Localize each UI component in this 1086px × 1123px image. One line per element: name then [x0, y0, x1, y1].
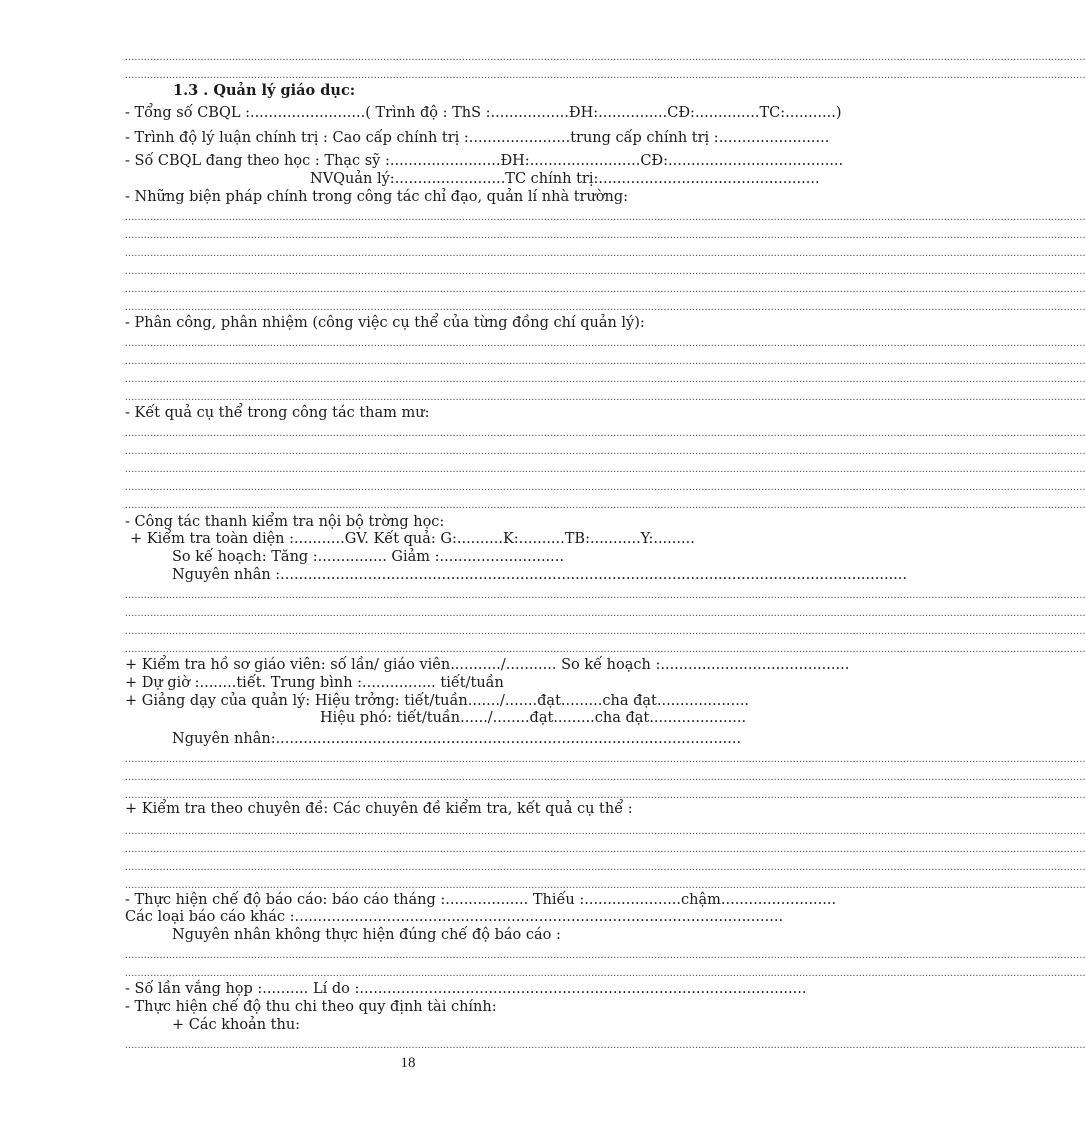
- page-number: 18: [400, 1055, 416, 1071]
- dotted-line: .................................................................................................................................................................................................................................................................................................................: [125, 607, 1086, 619]
- dotted-line: .................................................................................................................................................................................................................................................................................................................: [125, 51, 1086, 63]
- finance-income: + Các khoản thu:: [172, 1017, 301, 1033]
- section-title: 1.3 . Quản lý giáo dục:: [173, 82, 356, 99]
- dotted-line: .................................................................................................................................................................................................................................................................................................................: [125, 391, 1086, 403]
- dotted-line: .................................................................................................................................................................................................................................................................................................................: [125, 771, 1086, 783]
- cbql-measures: - Những biện pháp chính trong công tác chỉ đạo, quản lí nhà trường:: [125, 189, 629, 205]
- dotted-line: .................................................................................................................................................................................................................................................................................................................: [125, 211, 1086, 223]
- dotted-line: .................................................................................................................................................................................................................................................................................................................: [125, 825, 1086, 837]
- inspection-comprehensive: + Kiểm tra toàn diện :...........GV. Kết quả: G:..........K:..........TB:...........Y:.........: [130, 531, 695, 547]
- dotted-line: .................................................................................................................................................................................................................................................................................................................: [125, 265, 1086, 277]
- dotted-line: .................................................................................................................................................................................................................................................................................................................: [125, 373, 1086, 385]
- reporting-line-2: Các loại báo cáo khác :..........................................................................................................: [125, 909, 784, 925]
- dotted-line: .................................................................................................................................................................................................................................................................................................................: [125, 789, 1086, 801]
- dotted-line: .................................................................................................................................................................................................................................................................................................................: [125, 283, 1086, 295]
- inspection-mgmt-teaching: + Giảng dạy của quản lý: Hiệu trởng: tiết/tuần......./.......đạt.........cha đạt....................: [125, 693, 750, 709]
- inspection-reason-2: Nguyên nhân:.....................................................................................................: [172, 731, 742, 747]
- advisory-heading: - Kết quả cụ thể trong công tác tham mư:: [125, 405, 430, 421]
- assignment-heading: - Phân công, phân nhiệm (công việc cụ thể của từng đồng chí quản lý):: [125, 315, 645, 331]
- inspection-observation: + Dự giờ :........tiết. Trung bình :................ tiết/tuần: [125, 675, 504, 691]
- dotted-line: .................................................................................................................................................................................................................................................................................................................: [125, 355, 1086, 367]
- dotted-line: .................................................................................................................................................................................................................................................................................................................: [125, 247, 1086, 259]
- meetings: - Số lần vắng họp :.......... Lí do :.................................................................................................: [125, 981, 807, 997]
- dotted-line: .................................................................................................................................................................................................................................................................................................................: [125, 481, 1086, 493]
- dotted-line: .................................................................................................................................................................................................................................................................................................................: [125, 949, 1086, 961]
- dotted-line: .................................................................................................................................................................................................................................................................................................................: [125, 301, 1086, 313]
- dotted-line: .................................................................................................................................................................................................................................................................................................................: [125, 229, 1086, 241]
- dotted-line: .................................................................................................................................................................................................................................................................................................................: [125, 337, 1086, 349]
- dotted-line: .................................................................................................................................................................................................................................................................................................................: [125, 463, 1086, 475]
- dotted-line: .................................................................................................................................................................................................................................................................................................................: [125, 625, 1086, 637]
- reporting-line-1: - Thực hiện chế độ báo cáo: báo cáo tháng :.................. Thiếu :.....................chậm.........................: [125, 892, 837, 908]
- dotted-line: .................................................................................................................................................................................................................................................................................................................: [125, 879, 1086, 891]
- inspection-vice: Hiệu phó: tiết/tuần....../........đạt.........cha đạt.....................: [320, 710, 747, 726]
- cbql-studying: - Số CBQL đang theo học : Thạc sỹ :........................ĐH:........................CĐ:......................................: [125, 153, 844, 169]
- dotted-line: .................................................................................................................................................................................................................................................................................................................: [125, 445, 1086, 457]
- inspection-records: + Kiểm tra hồ sơ giáo viên: số lần/ giáo viên.........../........... So kế hoạch :.........................................: [125, 657, 850, 673]
- reporting-reason: Nguyên nhân không thực hiện đúng chế độ báo cáo :: [172, 927, 561, 943]
- dotted-line: .................................................................................................................................................................................................................................................................................................................: [125, 861, 1086, 873]
- dotted-line: .................................................................................................................................................................................................................................................................................................................: [125, 843, 1086, 855]
- cbql-total: - Tổng số CBQL :.........................( Trình độ : ThS :.................ĐH:...............CĐ:..............TC:...........): [125, 105, 842, 121]
- dotted-line: .................................................................................................................................................................................................................................................................................................................: [125, 1039, 1086, 1051]
- inspection-heading: - Công tác thanh kiểm tra nội bộ trờng học:: [125, 514, 445, 530]
- dotted-line: .................................................................................................................................................................................................................................................................................................................: [125, 499, 1086, 511]
- dotted-line: .................................................................................................................................................................................................................................................................................................................: [125, 753, 1086, 765]
- dotted-line: .................................................................................................................................................................................................................................................................................................................: [125, 643, 1086, 655]
- cbql-studying-2: NVQuản lý:........................TC chính trị:................................................: [310, 171, 820, 187]
- cbql-political: - Trình độ lý luận chính trị : Cao cấp chính trị :......................trung cấp chính trị :........................: [125, 130, 830, 146]
- inspection-thematic: + Kiểm tra theo chuyên đề: Các chuyên đề kiểm tra, kết quả cụ thể :: [125, 801, 633, 817]
- inspection-compare: So kế hoạch: Tăng :............... Giảm :...........................: [172, 549, 564, 565]
- dotted-line: .................................................................................................................................................................................................................................................................................................................: [125, 967, 1086, 979]
- dotted-line: .................................................................................................................................................................................................................................................................................................................: [125, 589, 1086, 601]
- finance-heading: - Thực hiện chế độ thu chi theo quy định tài chính:: [125, 999, 497, 1015]
- dotted-line: .................................................................................................................................................................................................................................................................................................................: [125, 69, 1086, 81]
- dotted-line: .................................................................................................................................................................................................................................................................................................................: [125, 427, 1086, 439]
- inspection-reason: Nguyên nhân :........................................................................................................................................: [172, 567, 908, 583]
